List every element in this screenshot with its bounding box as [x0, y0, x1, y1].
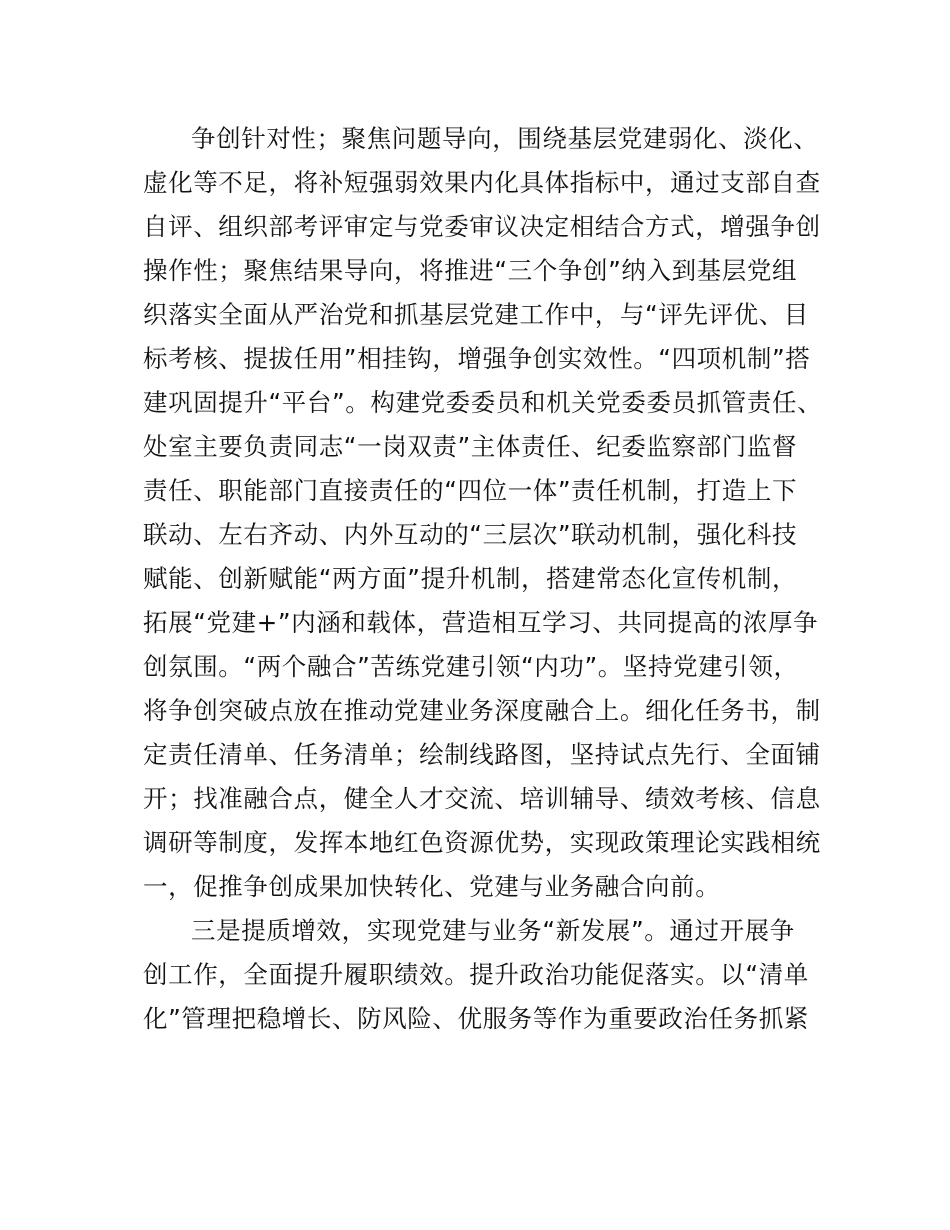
text-line: 定责任清单、任务清单；绘制线路图，坚持试点先行、全面铺 — [143, 740, 821, 769]
text-line: 拓展“党建+”内涵和载体，营造相互学习、共同提高的浓厚争 — [143, 608, 819, 637]
text-line: 创氛围。“两个融合”苦练党建引领“内功”。坚持党建引领， — [143, 652, 799, 681]
text-line: 赋能、创新赋能“两方面”提升机制，搭建常态化宣传机制， — [143, 564, 798, 593]
text-line: 织落实全面从严治党和抓基层党建工作中，与“评先评优、目 — [143, 300, 809, 329]
text-line: 责任、职能部门直接责任的“四位一体”责任机制，打造上下 — [143, 476, 798, 505]
text-line: 三是提质增效，实现党建与业务“新发展”。通过开展争 — [191, 916, 795, 945]
text-line: 处室主要负责同志“一岗双责”主体责任、纪委监察部门监督 — [143, 432, 798, 461]
text-line: 将争创突破点放在推动党建业务深度融合上。细化任务书，制 — [143, 696, 821, 725]
text-line: 开；找准融合点，健全人才交流、培训辅导、绩效考核、信息 — [143, 784, 821, 813]
text-line: 虚化等不足，将补短强弱效果内化具体指标中，通过支部自查 — [143, 168, 821, 197]
text-line: 化”管理把稳增长、防风险、优服务等作为重要政治任务抓紧 — [143, 1004, 809, 1033]
text-line: 一，促推争创成果加快转化、党建与业务融合向前。 — [143, 872, 721, 901]
text-line: 标考核、提拔任用”相挂钩，增强争创实效性。“四项机制”搭 — [143, 344, 811, 373]
text-line: 自评、组织部考评审定与党委审议决定相结合方式，增强争创 — [143, 212, 821, 241]
text-line: 联动、左右齐动、内外互动的“三层次”联动机制，强化科技 — [143, 520, 798, 549]
text-line: 调研等制度，发挥本地红色资源优势，实现政策理论实践相统 — [143, 828, 821, 857]
text-line: 创工作，全面提升履职绩效。提升政治功能促落实。以“清单 — [143, 960, 809, 989]
text-line: 争创针对性；聚焦问题导向，围绕基层党建弱化、淡化、 — [191, 124, 819, 153]
text-line: 建巩固提升“平台”。构建党委委员和机关党委委员抓管责任、 — [143, 388, 823, 417]
text-line: 操作性；聚焦结果导向，将推进“三个争创”纳入到基层党组 — [143, 256, 798, 285]
